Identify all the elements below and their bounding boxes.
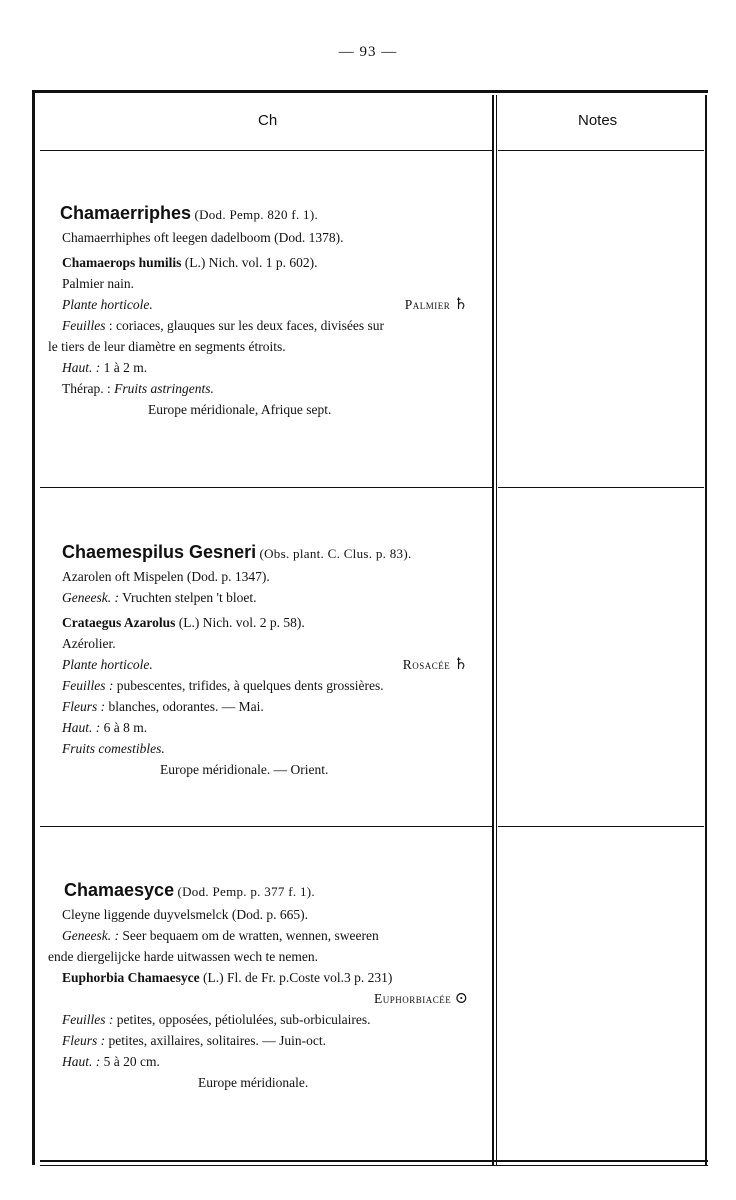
geneesk-value: Vruchten stelpen 't bloet. xyxy=(122,590,257,605)
feuilles-text: : coriaces, glauques sur les deux faces, divisées sur xyxy=(108,318,385,333)
entry-chaemespilus-gesneri xyxy=(48,542,490,780)
feuilles-label: Feuilles : xyxy=(62,678,114,693)
entry-synonym: Crataegus Azarolus xyxy=(62,615,176,630)
entry-common-name: Palmier nain. xyxy=(62,276,134,291)
geneesk-label: Geneesk. : xyxy=(62,590,119,605)
geneesk-value: Seer bequaem om de wratten, wennen, sweeren xyxy=(122,928,379,943)
entry-family: Palmier xyxy=(404,297,451,312)
row-separator-right xyxy=(498,487,704,488)
column-header-ch: Ch xyxy=(258,112,278,129)
header-separator-right xyxy=(498,150,704,151)
row-separator-left xyxy=(40,487,492,488)
entry-title: Chaemespilus Gesneri xyxy=(62,542,257,562)
entry-origin: Europe méridionale, Afrique sept. xyxy=(148,402,332,417)
entry-dutch-name: Azarolen oft Mispelen (Dod. p. 1347). xyxy=(62,569,270,584)
entry-chamaesyce xyxy=(48,880,490,1093)
perennial-symbol-icon: ♄ xyxy=(453,296,468,313)
left-rule xyxy=(32,90,35,1165)
geneesk-label: Geneesk. : xyxy=(62,928,119,943)
haut-label: Haut. : xyxy=(62,1054,101,1069)
row-separator-right xyxy=(498,826,704,827)
entry-synonym: Euphorbia Chamaesyce xyxy=(62,970,200,985)
entry-family: Rosacée xyxy=(402,657,451,672)
entry-synonym: Chamaerops humilis xyxy=(62,255,182,270)
entry-title: Chamaerriphes xyxy=(60,203,192,223)
fleurs-text: petites, axillaires, solitaires. — Juin-oct. xyxy=(108,1033,326,1048)
entry-chamaerriphes xyxy=(48,203,490,420)
entry-common-name: Azérolier. xyxy=(62,636,116,651)
entry-plant-type: Plante horticole. xyxy=(62,657,153,672)
annual-symbol-icon: ⊙ xyxy=(454,990,468,1007)
entry-title: Chamaesyce xyxy=(64,880,175,900)
row-separator-left xyxy=(40,826,492,827)
entry-family: Euphorbiacée xyxy=(373,991,452,1006)
haut-value: 5 à 20 cm. xyxy=(103,1054,160,1069)
header-separator-left xyxy=(40,150,492,151)
therap-value: Fruits astringents. xyxy=(114,381,214,396)
feuilles-text: petites, opposées, pétiolulées, sub-orbiculaires. xyxy=(116,1012,371,1027)
top-rule xyxy=(32,90,708,93)
entry-plant-type: Plante horticole. xyxy=(62,297,153,312)
bottom-rule-inner xyxy=(40,1165,708,1166)
right-rule xyxy=(705,95,707,1165)
entry-dutch-name: Chamaerrhiphes oft leegen dadelboom (Dod. 1378). xyxy=(62,230,344,245)
bottom-rule xyxy=(40,1160,708,1162)
entry-origin: Europe méridionale. — Orient. xyxy=(160,762,329,777)
fruits-note: Fruits comestibles. xyxy=(62,741,165,756)
entry-origin: Europe méridionale. xyxy=(198,1075,309,1090)
feuilles-label: Feuilles : xyxy=(62,1012,114,1027)
haut-value: 6 à 8 m. xyxy=(103,720,148,735)
therap-label: Thérap. : xyxy=(62,381,111,396)
geneesk-value-continued: ende diergelijcke harde uitwassen wech te nemen. xyxy=(48,949,319,964)
fleurs-text: blanches, odorantes. — Mai. xyxy=(108,699,264,714)
fleurs-label: Fleurs : xyxy=(62,1033,106,1048)
haut-value: 1 à 2 m. xyxy=(103,360,148,375)
fleurs-label: Fleurs : xyxy=(62,699,106,714)
feuilles-text: pubescentes, trifides, à quelques dents grossières. xyxy=(116,678,384,693)
entry-reference: (Obs. plant. C. Clus. p. 83). xyxy=(259,546,412,561)
page-number: — 93 — xyxy=(338,44,398,60)
entry-synonym-reference: (L.) Fl. de Fr. p.Coste vol.3 p. 231) xyxy=(203,970,393,985)
perennial-symbol-icon: ♄ xyxy=(453,656,468,673)
haut-label: Haut. : xyxy=(62,360,101,375)
haut-label: Haut. : xyxy=(62,720,101,735)
entry-reference: (Dod. Pemp. 820 f. 1). xyxy=(194,207,319,222)
column-header-notes: Notes xyxy=(578,112,618,129)
entry-synonym-reference: (L.) Nich. vol. 2 p. 58). xyxy=(178,615,305,630)
entry-reference: (Dod. Pemp. p. 377 f. 1). xyxy=(177,884,315,899)
feuilles-text-continued: le tiers de leur diamètre en segments étroits. xyxy=(48,339,286,354)
entry-dutch-name: Cleyne liggende duyvelsmelck (Dod. p. 665). xyxy=(62,907,308,922)
column-divider xyxy=(492,95,494,1165)
column-divider-inner xyxy=(496,95,497,1165)
entry-synonym-reference: (L.) Nich. vol. 1 p. 602). xyxy=(184,255,318,270)
feuilles-label: Feuilles xyxy=(62,318,106,333)
